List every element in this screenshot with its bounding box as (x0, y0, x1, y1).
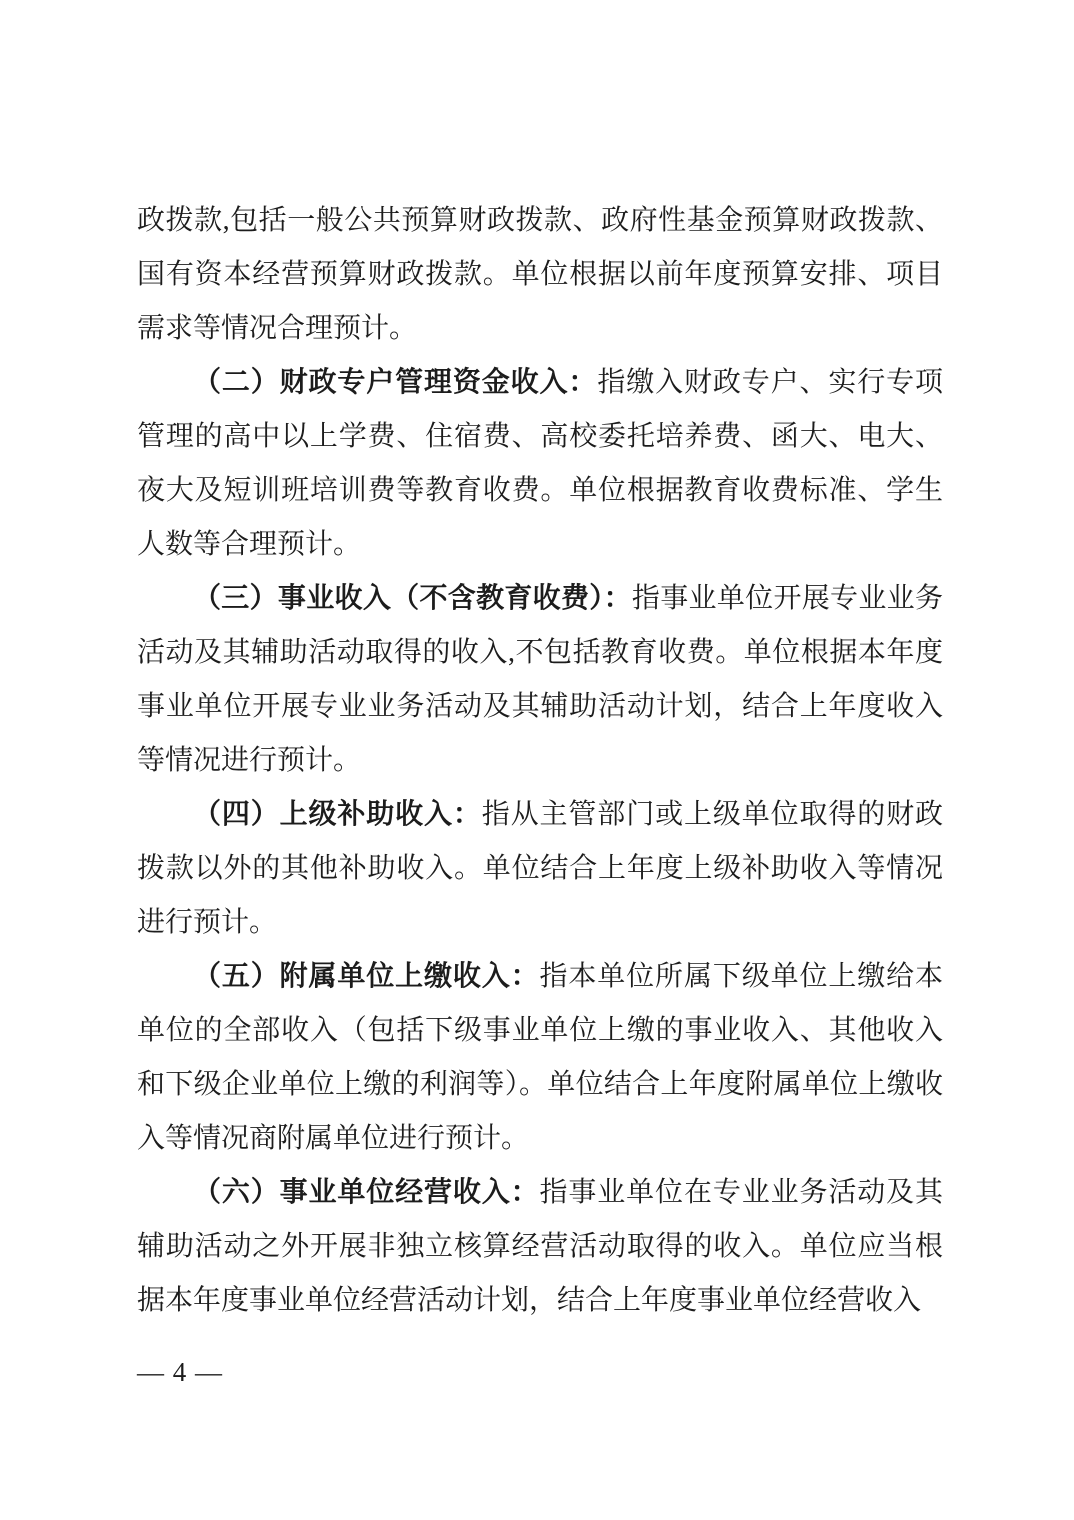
paragraph (137, 950, 943, 1166)
paragraph-text: 指从主管部门或上级单位取得的财政拨款以外的其他补助收入。单位结合上年度上级补助收入等情况进行预计。 (137, 799, 943, 938)
document-body (137, 194, 943, 1328)
paragraph-text: 指本单位所属下级单位上缴给本单位的全部收入（包括下级事业单位上缴的事业收入、其他收入和下级企业单位上缴的利润等）。单位结合上年度附属单位上缴收入等情况商附属单位进行预计。 (137, 961, 943, 1154)
paragraph (137, 356, 943, 572)
paragraph-heading: （三）事业收入（不含教育收费）： (193, 583, 632, 614)
page-number: — 4 — (137, 1357, 223, 1387)
paragraph-text: 指事业单位在专业业务活动及其辅助活动之外开展非独立核算经营活动取得的收入。单位应当根据本年度事业单位经营活动计划，结合上年度事业单位经营收入 (137, 1177, 943, 1316)
paragraph (137, 1166, 943, 1328)
paragraph (137, 572, 943, 788)
paragraph-heading: （四）上级补助收入： (193, 799, 482, 830)
paragraph (137, 194, 943, 356)
paragraph-text: 指缴入财政专户、实行专项管理的高中以上学费、住宿费、高校委托培养费、函大、电大、夜大及短训班培训费等教育收费。单位根据教育收费标准、学生人数等合理预计。 (137, 367, 943, 560)
paragraph-text: 政拨款,包括一般公共预算财政拨款、政府性基金预算财政拨款、国有资本经营预算财政拨款。单位根据以前年度预算安排、项目需求等情况合理预计。 (137, 205, 943, 344)
paragraph-text: 指事业单位开展专业业务活动及其辅助活动取得的收入,不包括教育收费。单位根据本年度事业单位开展专业业务活动及其辅助活动计划，结合上年度收入等情况进行预计。 (137, 583, 943, 776)
paragraph-heading: （二）财政专户管理资金收入： (193, 367, 598, 398)
paragraph-heading: （五）附属单位上缴收入： (193, 961, 540, 992)
paragraph (137, 788, 943, 950)
paragraph-heading: （六）事业单位经营收入： (193, 1177, 540, 1208)
